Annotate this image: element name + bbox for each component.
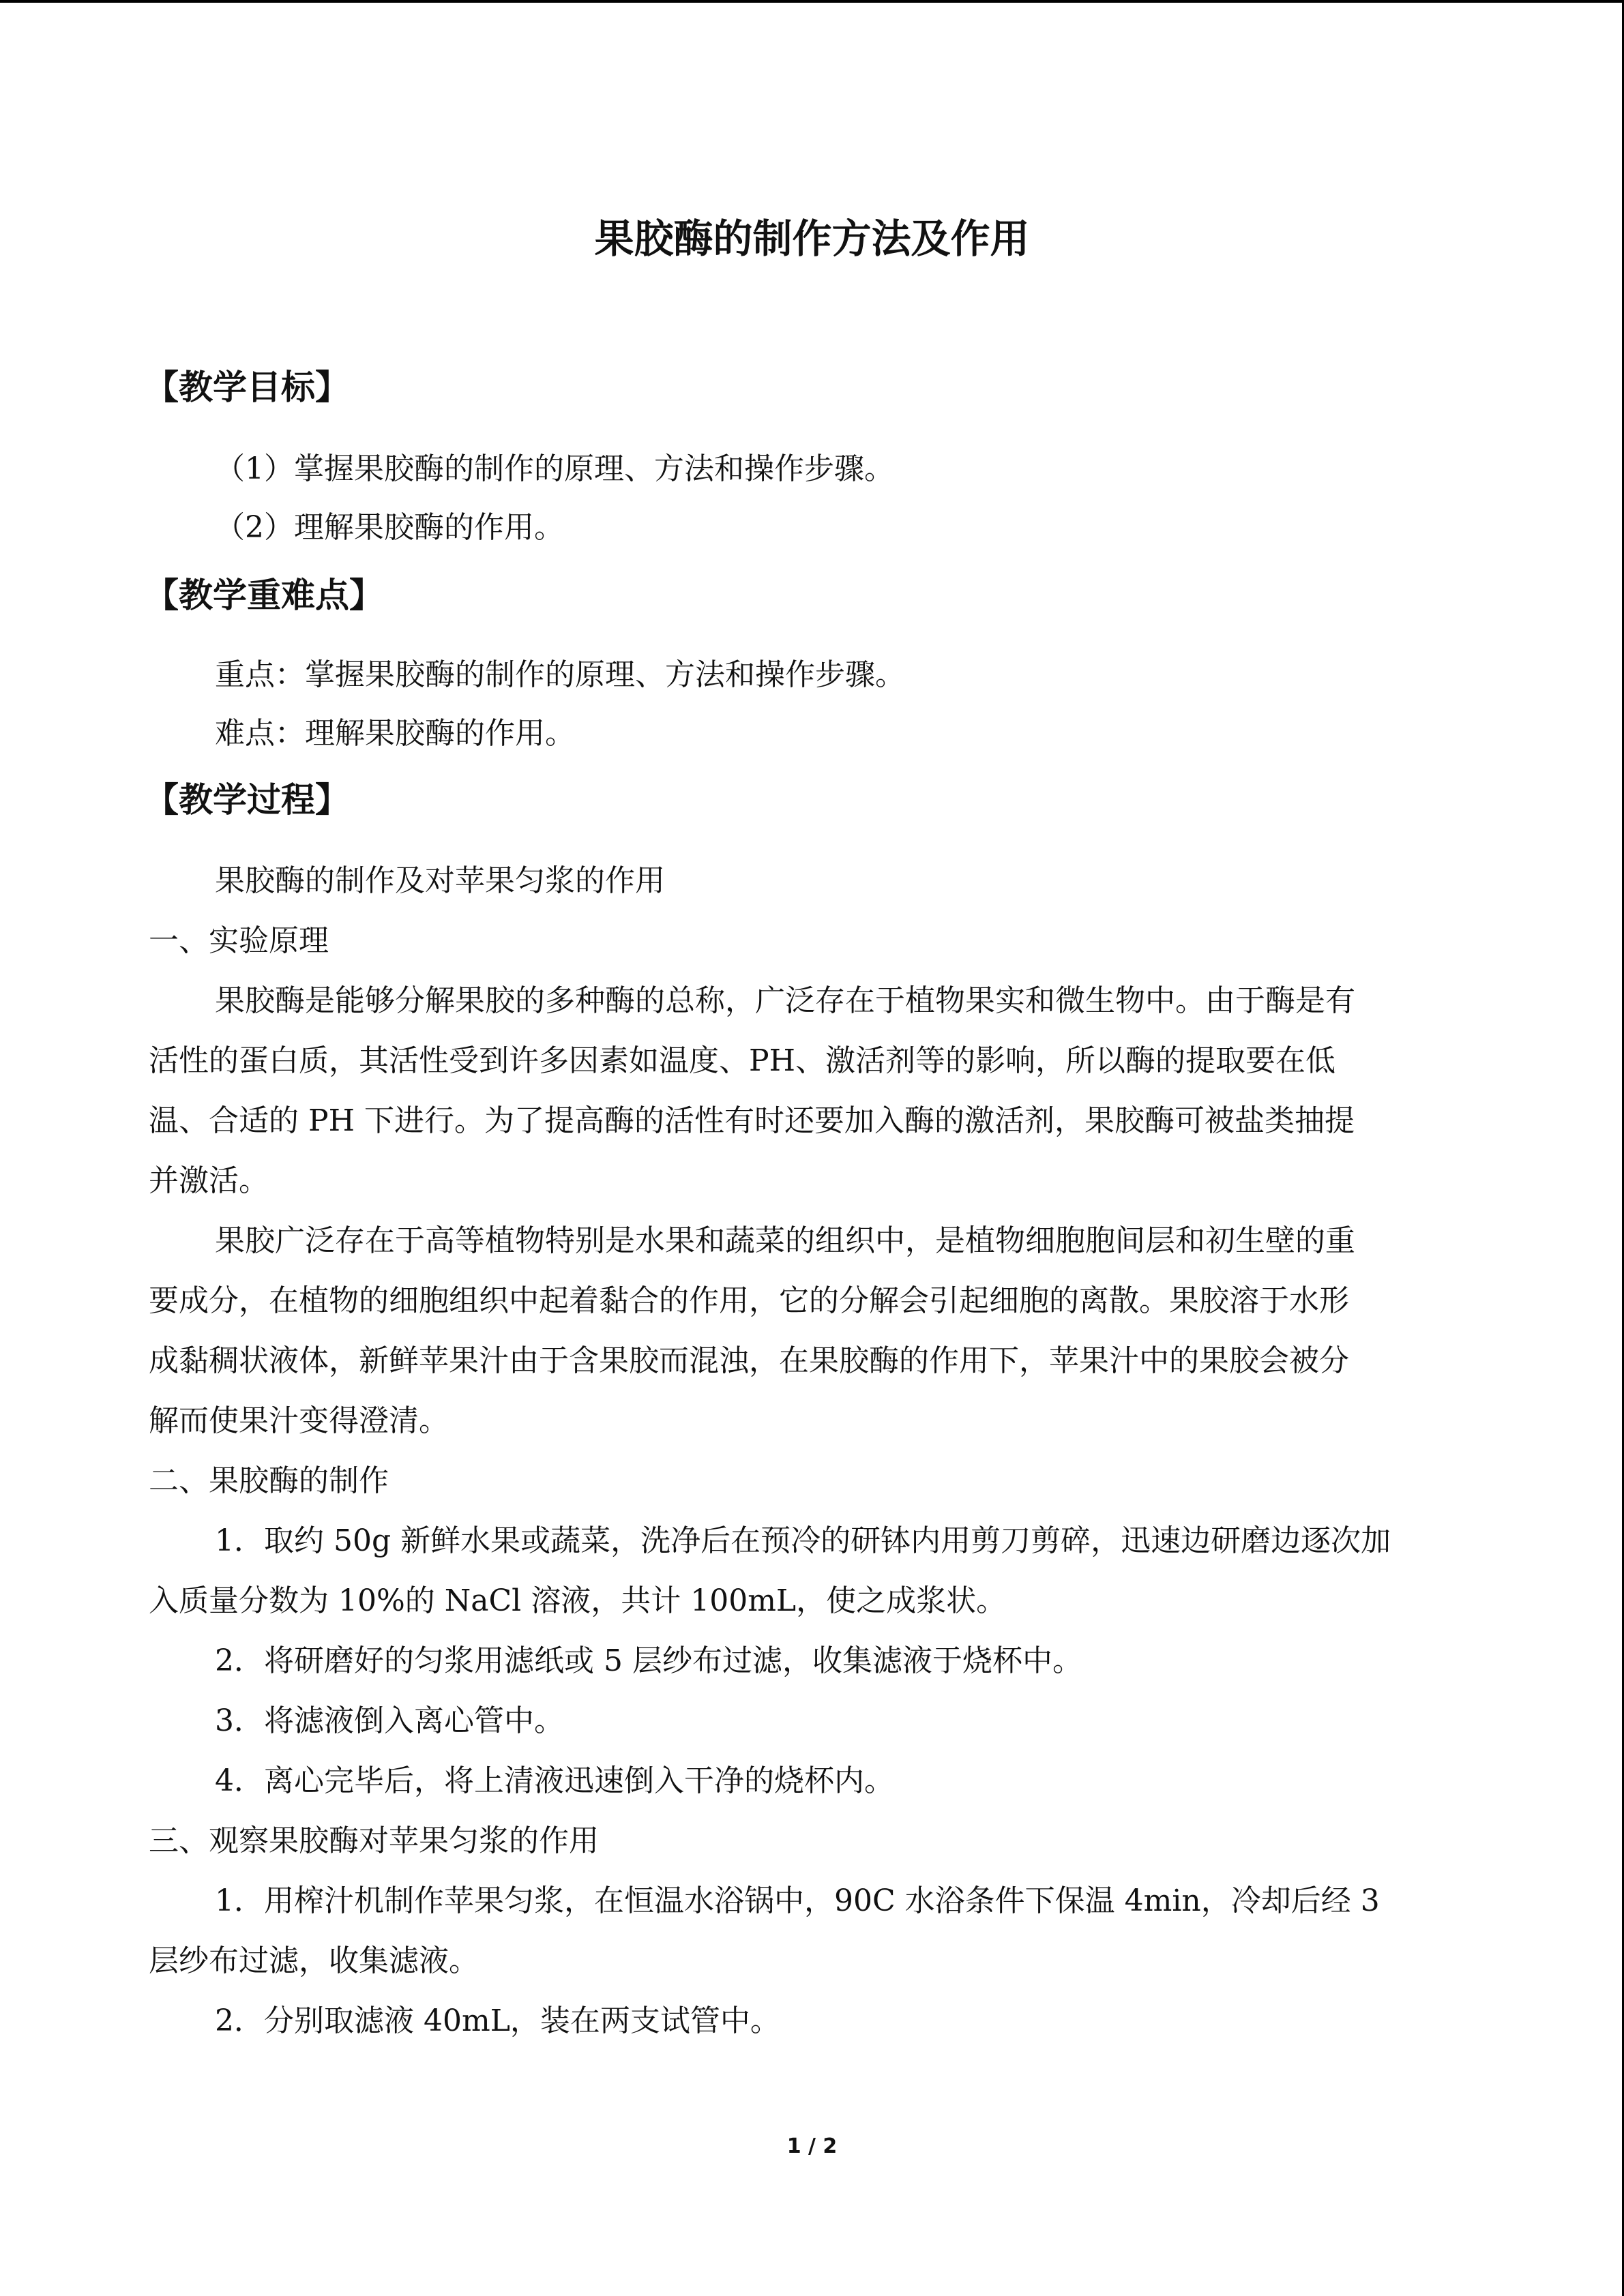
part2-step1-line2: 入质量分数为 10%的 NaCl 溶液，共计 100mL，使之成浆状。 — [149, 1583, 1007, 1618]
part2-step1-line1: 1．取约 50g 新鲜水果或蔬菜，洗净后在预冷的研钵内用剪刀剪碎，迅速边研磨边逐次加 — [215, 1523, 1391, 1558]
key-point-item-1: 重点：掌握果胶酶的制作的原理、方法和操作步骤。 — [215, 657, 905, 692]
top-border — [0, 0, 1624, 3]
part1-p1-line2: 活性的蛋白质，其活性受到许多因素如温度、PH、激活剂等的影响，所以酶的提取要在低 — [149, 1043, 1335, 1078]
page-title: 果胶酶的制作方法及作用 — [594, 215, 1030, 262]
part2-heading: 二、果胶酶的制作 — [149, 1463, 389, 1498]
part1-p1-line3: 温、合适的 PH 下进行。为了提高酶的活性有时还要加入酶的激活剂，果胶酶可被盐类抽提 — [149, 1103, 1355, 1138]
page-number: 1 / 2 — [786, 2134, 838, 2158]
part1-p1-line1: 果胶酶是能够分解果胶的多种酶的总称，广泛存在于植物果实和微生物中。由于酶是有 — [215, 983, 1355, 1018]
part3-step1-line1: 1．用榨汁机制作苹果匀浆，在恒温水浴锅中，90C 水浴条件下保温 4min，冷却后经 3 — [215, 1883, 1380, 1918]
goal-item-1: （1）掌握果胶酶的制作的原理、方法和操作步骤。 — [215, 451, 894, 486]
part3-heading: 三、观察果胶酶对苹果匀浆的作用 — [149, 1823, 599, 1858]
process-subtitle: 果胶酶的制作及对苹果匀浆的作用 — [215, 863, 665, 898]
key-point-item-2: 难点：理解果胶酶的作用。 — [215, 716, 575, 751]
part2-step4: 4．离心完毕后，将上清液迅速倒入干净的烧杯内。 — [215, 1763, 894, 1798]
part1-p2-line3: 成黏稠状液体，新鲜苹果汁由于含果胶而混浊，在果胶酶的作用下，苹果汁中的果胶会被分 — [149, 1343, 1349, 1378]
part1-heading: 一、实验原理 — [149, 923, 329, 958]
heading-key-points: 【教学重难点】 — [145, 576, 383, 615]
heading-teaching-process: 【教学过程】 — [145, 780, 349, 820]
part1-p2-line1: 果胶广泛存在于高等植物特别是水果和蔬菜的组织中，是植物细胞胞间层和初生壁的重 — [215, 1223, 1355, 1258]
heading-teaching-goals: 【教学目标】 — [145, 368, 349, 407]
part2-step2: 2．将研磨好的匀浆用滤纸或 5 层纱布过滤，收集滤液于烧杯中。 — [215, 1643, 1082, 1678]
part2-step3: 3．将滤液倒入离心管中。 — [215, 1703, 564, 1738]
part1-p2-line4: 解而使果汁变得澄清。 — [149, 1403, 449, 1438]
part3-step2: 2．分别取滤液 40mL，装在两支试管中。 — [215, 2003, 780, 2038]
part1-p1-line4: 并激活。 — [149, 1163, 269, 1198]
part1-p2-line2: 要成分，在植物的细胞组织中起着黏合的作用，它的分解会引起细胞的离散。果胶溶于水形 — [149, 1283, 1349, 1318]
goal-item-2: （2）理解果胶酶的作用。 — [215, 510, 564, 545]
part3-step1-line2: 层纱布过滤，收集滤液。 — [149, 1943, 479, 1978]
